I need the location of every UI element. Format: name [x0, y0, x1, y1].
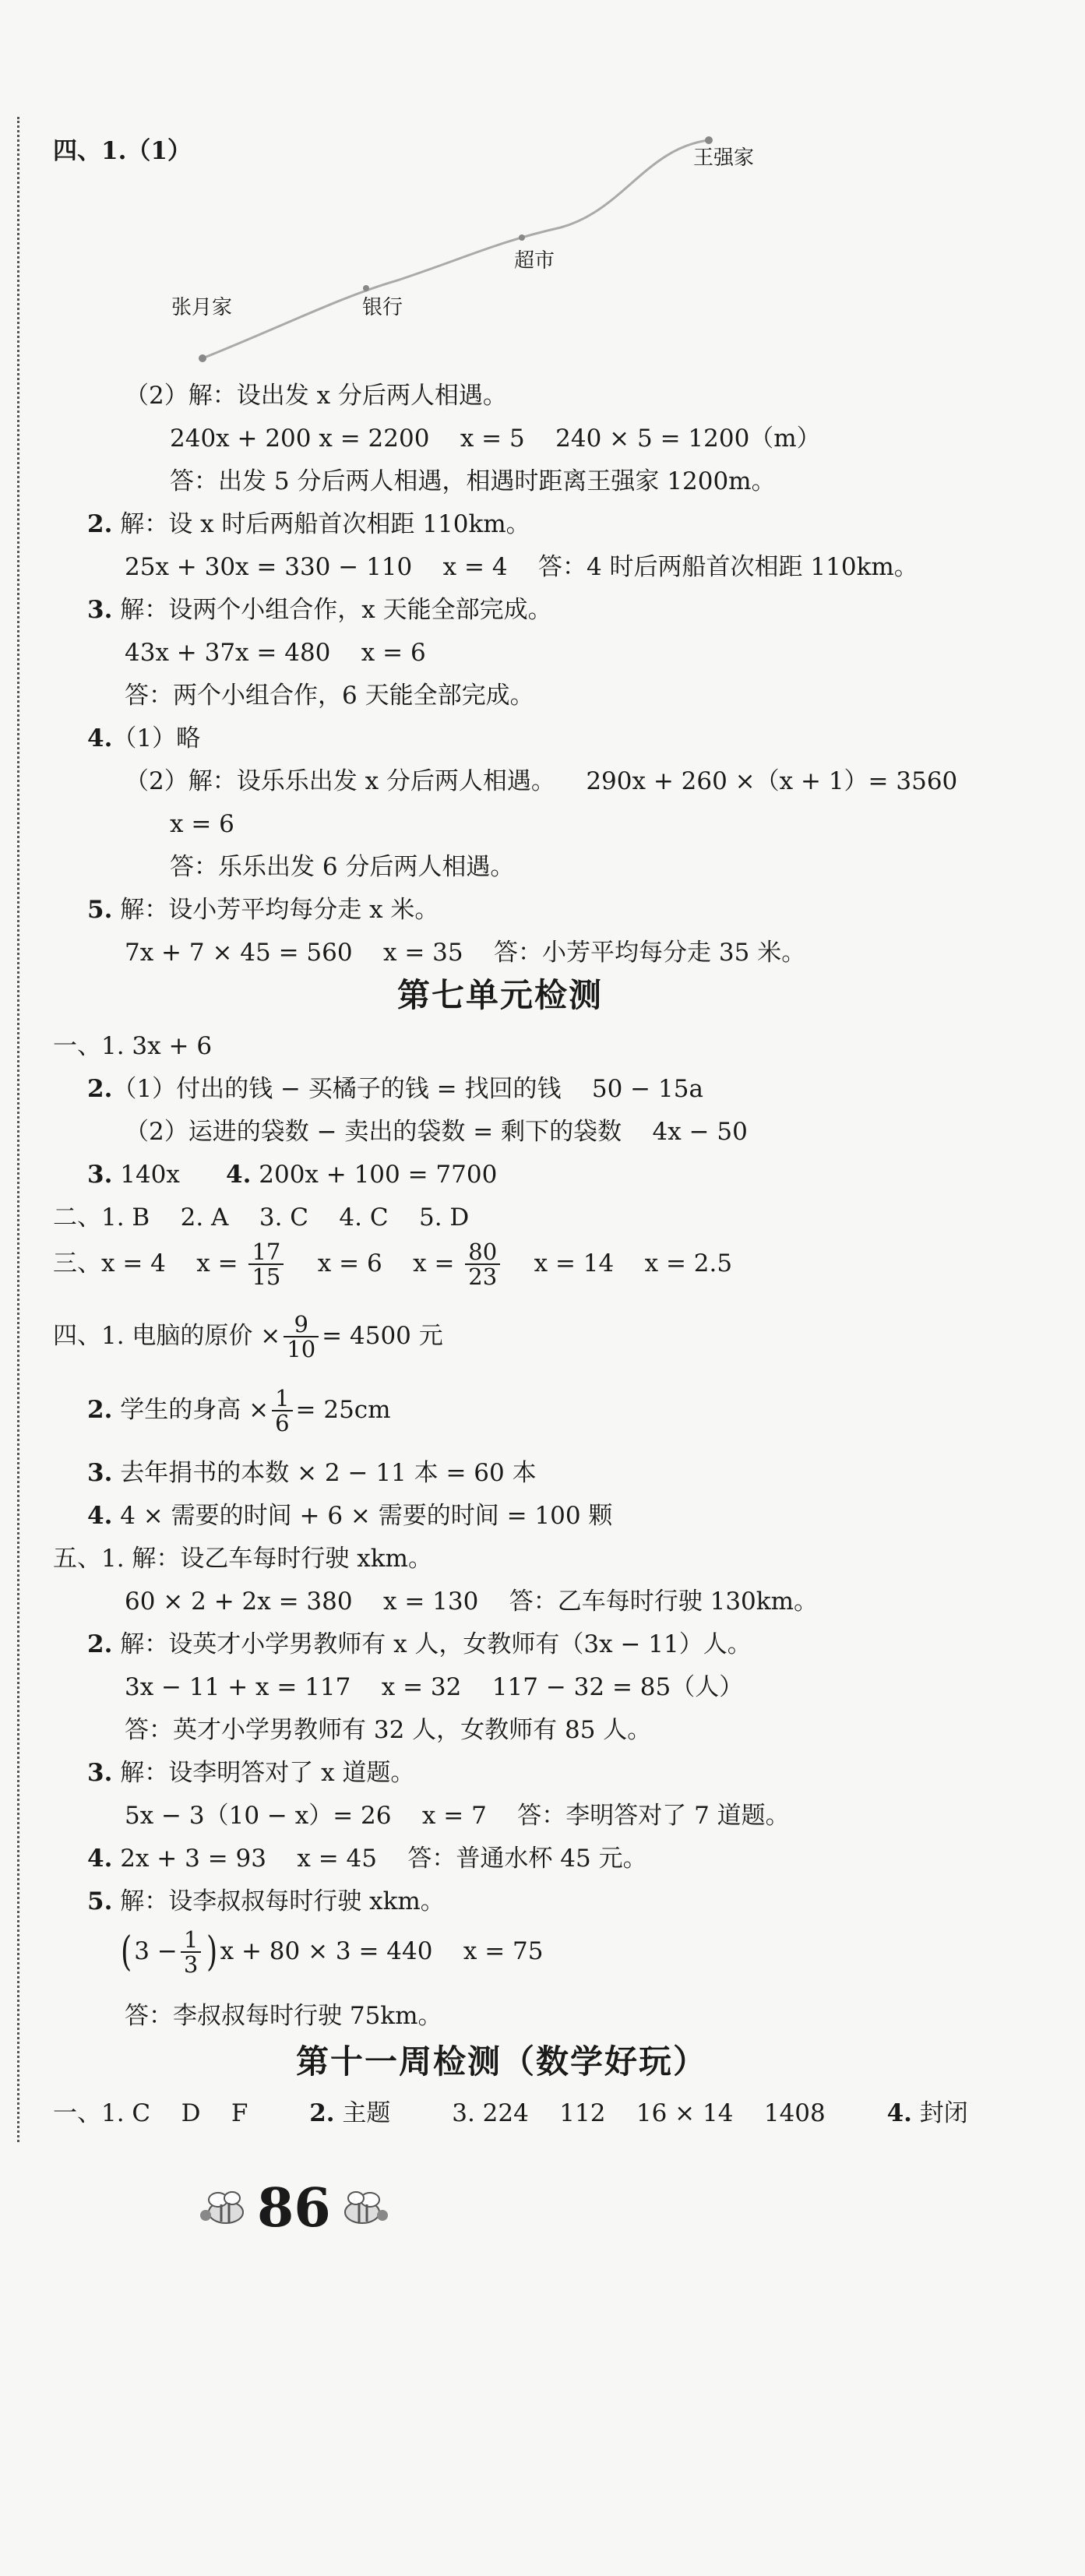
zhangyue-point: [199, 354, 206, 362]
line-q1-2: （2）解：设出发 x 分后两人相遇。: [125, 382, 507, 410]
fraction-80-23: $\frac{80}{23}$: [465, 1240, 500, 1289]
w11-line: 一、1. C D F 2. 主题 3. 224 112 16 × 14 1408 4. 封闭: [53, 2099, 968, 2127]
u7-d4: 4. 4 × 需要的时间 + 6 × 需要的时间 = 100 颗: [87, 1502, 613, 1530]
line-q4-2: （2）解：设乐乐出发 x 分后两人相遇。 290x + 260 ×（x + 1）= 3560: [125, 767, 958, 795]
line-q1-ans: 答：出发 5 分后两人相遇，相遇时距离王强家 1200m。: [170, 467, 776, 495]
label-zhangyue: 张月家: [171, 296, 233, 319]
u7-e2: 2. 解：设英才小学男教师有 x 人，女教师有（3x − 11）人。: [87, 1630, 752, 1658]
fraction-17-15: $\frac{17}{15}$: [248, 1240, 284, 1289]
u7-e3: 3. 解：设李明答对了 x 道题。: [87, 1759, 415, 1787]
u7-a3-4: 3. 140x 4. 200x + 100 = 7700: [87, 1161, 498, 1189]
supermarket-point: [519, 234, 525, 241]
fraction-9-10: $\frac{9}{10}$: [284, 1313, 319, 1362]
u7-e2-eq: 3x − 11 + x = 117 x = 32 117 − 32 = 85（人）: [125, 1673, 744, 1701]
line-q4-x: x = 6: [170, 810, 234, 838]
label-supermarket: 超市: [514, 249, 555, 273]
u7-d1: 四、1. 电脑的原价 × $\frac{9}{10}$ = 4500 元: [53, 1311, 443, 1363]
fraction-1-3: $\frac{1}{3}$: [181, 1928, 201, 1977]
line-q2: 2. 解：设 x 时后两船首次相距 110km。: [87, 510, 530, 538]
u7-a2-2: （2）运进的袋数 − 卖出的袋数 = 剩下的袋数 4x − 50: [125, 1118, 748, 1146]
u7-d3: 3. 去年捐书的本数 × 2 − 11 本 = 60 本: [87, 1459, 537, 1487]
u7-e5-ans: 答：李叔叔每时行驶 75km。: [125, 2002, 442, 2030]
label-wangqiang: 王强家: [693, 146, 755, 170]
u7-e2-ans: 答：英才小学男教师有 32 人，女教师有 85 人。: [125, 1716, 652, 1744]
line-q3: 3. 解：设两个小组合作，x 天能全部完成。: [87, 596, 552, 624]
route-curve: [140, 132, 810, 389]
u7-c: 三、x = 4 x = $\frac{17}{15}$ x = 6 x = $\frac{80}{23}$ x = 14 x = 2.5: [53, 1239, 733, 1291]
label-bank: 银行: [362, 296, 403, 319]
u7-e5-eq: (3 − $\frac{1}{3}$ )x + 80 × 3 = 440 x = 75: [121, 1926, 544, 1979]
bee-icon: [195, 2186, 249, 2232]
fraction-1-6: $\frac{1}{6}$: [272, 1387, 292, 1436]
line-q5-eq: 7x + 7 × 45 = 560 x = 35 答：小芳平均每分走 35 米。: [125, 939, 806, 967]
u7-e1: 五、1. 解：设乙车每时行驶 xkm。: [53, 1545, 432, 1573]
line-q5: 5. 解：设小芳平均每分走 x 米。: [87, 896, 439, 924]
section-4-q1-label: 四、1.（1）: [53, 137, 192, 165]
line-q1-eq: 240x + 200 x = 2200 x = 5 240 × 5 = 1200（m）: [170, 425, 821, 453]
line-q2-eq: 25x + 30x = 330 − 110 x = 4 答：4 时后两船首次相距 110km。: [125, 553, 918, 581]
bee-icon: [339, 2186, 393, 2232]
u7-e3-eq: 5x − 3（10 − x）= 26 x = 7 答：李明答对了 7 道题。: [125, 1802, 790, 1830]
u7-d2: 2. 学生的身高 × $\frac{1}{6}$ = 25cm: [87, 1385, 391, 1437]
line-q3-eq: 43x + 37x = 480 x = 6: [125, 639, 426, 667]
line-q4-ans: 答：乐乐出发 6 分后两人相遇。: [170, 853, 515, 881]
wangqiang-point: [705, 136, 713, 144]
line-q3-ans: 答：两个小组合作，6 天能全部完成。: [125, 682, 534, 710]
u7-e5: 5. 解：设李叔叔每时行驶 xkm。: [87, 1887, 445, 1915]
page-number-footer: [195, 2177, 393, 2241]
bank-point: [363, 285, 369, 291]
binding-dotted-line: [17, 117, 19, 2142]
u7-a1: 一、1. 3x + 6: [53, 1032, 213, 1060]
line-q4: 4.（1）略: [87, 724, 201, 752]
u7-a2: 2.（1）付出的钱 − 买橘子的钱 = 找回的钱 50 − 15a: [87, 1075, 703, 1103]
route-map-diagram: [140, 132, 810, 389]
heading-unit7: 第七单元检测: [397, 976, 604, 1014]
u7-e1-eq: 60 × 2 + 2x = 380 x = 130 答：乙车每时行驶 130km。: [125, 1588, 818, 1616]
page-number: 86: [257, 2177, 331, 2239]
u7-b: 二、1. B 2. A 3. C 4. C 5. D: [53, 1203, 470, 1232]
u7-e4: 4. 2x + 3 = 93 x = 45 答：普通水杯 45 元。: [87, 1845, 647, 1873]
heading-week11: 第十一周检测（数学好玩）: [296, 2042, 708, 2081]
